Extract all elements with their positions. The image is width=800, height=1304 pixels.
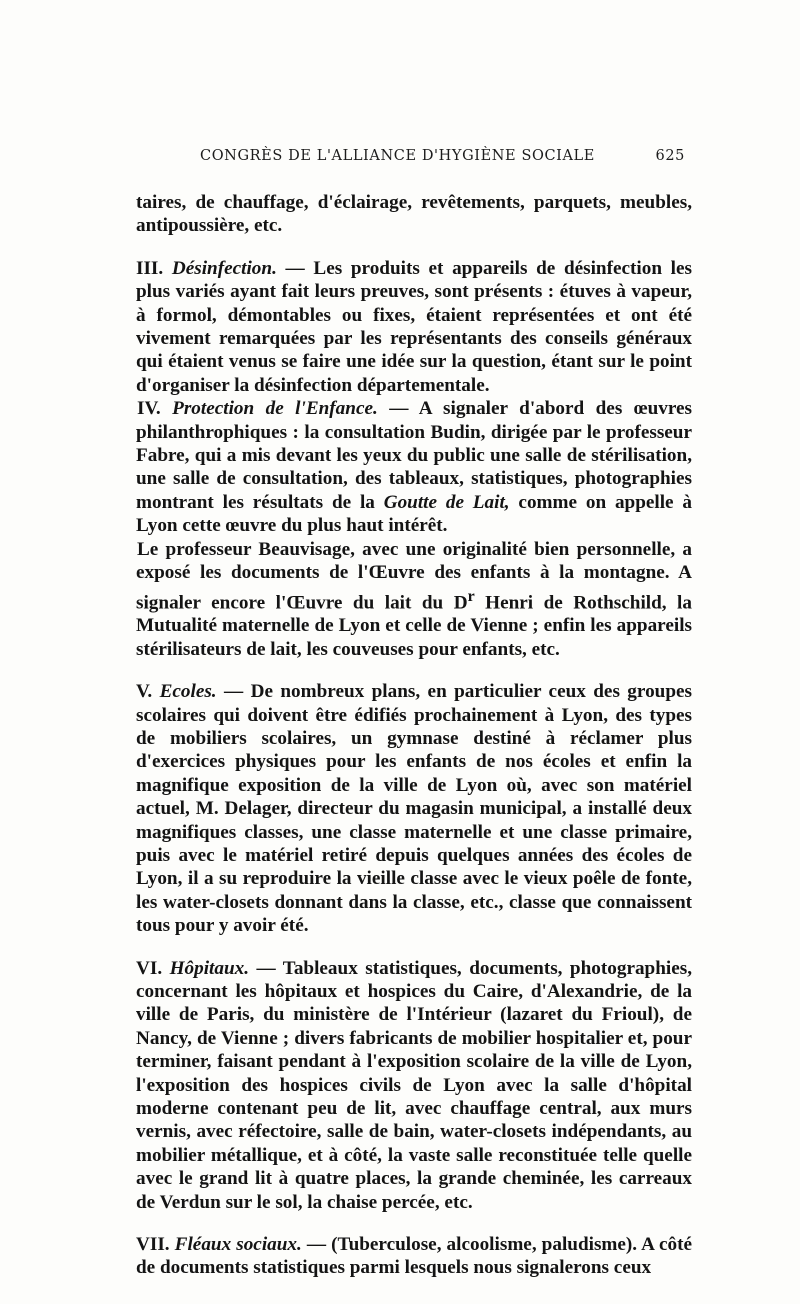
paragraph-body: — (Tuberculose, alcoolisme, paludisme). A côté de documents statistiques parmi lesquels nous signalerons ceux <box>136 1234 692 1279</box>
section-numeral: V. <box>136 681 160 703</box>
section-numeral: VI. <box>136 957 170 979</box>
paragraph-continuation <box>136 191 692 238</box>
page-number: 625 <box>655 148 685 164</box>
paragraph-ecoles <box>136 680 692 937</box>
paragraph-beauvisage <box>136 538 692 661</box>
paragraph-desinfection <box>136 257 692 397</box>
paragraph-body: taires, de chauffage, d'éclairage, revêtements, parquets, meubles, antipoussière, etc. <box>136 192 692 237</box>
section-numeral: VII. <box>136 1234 175 1256</box>
paragraph-body: — Tableaux statistiques, documents, photographies, concernant les hôpitaux et hospices du Caire, d'Alexandrie, de la ville de Paris, du ministère de l'Intérieur (lazaret du Frioul), de Nancy, de Vienne ; divers fabricants de mobilier hospitalier et, pour terminer, faisant pendant à l'exposition scolaire de la ville de Lyon, l'exposition des hospices civils de Lyon avec la salle d'hôpital moderne contenant peu de lit, avec chauffage central, aux murs vernis, avec réfectoire, salle de bain, water-closets indépendants, au mobilier métallique, et à côté, la vaste salle reconstituée telle quelle avec le grand lit à quatre places, la grande cheminée, les carreaux de Verdun sur le sol, la chaise percée, etc. <box>136 957 693 1213</box>
section-heading: Ecoles. <box>159 681 217 703</box>
section-heading: Fléaux sociaux. <box>174 1234 302 1256</box>
section-numeral: III. <box>136 257 172 279</box>
paragraph-fleaux-sociaux <box>136 1233 692 1280</box>
paragraph-body-end: comme on appelle à Lyon cette œuvre du plus haut intérêt. <box>136 491 692 537</box>
running-header <box>150 148 685 174</box>
paragraph-body-end: Henri de Rothschild, la Mutualité maternelle de Lyon et celle de Vienne ; enfin les appareils stérilisateurs de lait, les couveuses pour enfants, etc. <box>136 591 692 660</box>
running-title: CONGRÈS DE L'ALLIANCE D'HYGIÈNE SOCIALE <box>200 148 595 164</box>
paragraph-body: Le professeur Beauvisage, avec une originalité bien personnelle, a exposé les documents de l'Œuvre des enfants à la montagne. A signaler encore l'Œuvre du lait du D <box>136 538 692 613</box>
section-heading: Protection de l'Enfance. <box>172 398 378 420</box>
paragraph-body: — Les produits et appareils de désinfection les plus variés ayant fait leurs preuves, sont présents : étuves à vapeur, à formol, démontables ou fixes, étaient représentées et ont été vivement remarquées par les représentants des conseils généraux qui étaient venus se faire une idée sur la question, étant sur le point d'organiser la désinfection départementale. <box>136 257 692 396</box>
superscript: r <box>467 587 475 605</box>
body-text <box>136 191 692 1280</box>
section-heading: Hôpitaux. <box>169 957 250 979</box>
inline-italic-title: Goutte de Lait, <box>383 491 510 513</box>
paragraph-body: — A signaler d'abord des œuvres philanthrophiques : la consultation Budin, dirigée par le professeur Fabre, qui a mis devant les yeux du public une salle de stérilisation, une salle de consultation, des tableaux, statistiques, photographies montrant les résultats de la <box>136 398 693 513</box>
paragraph-hopitaux <box>136 957 692 1214</box>
section-heading: Désinfection. <box>171 257 277 279</box>
paragraph-body: — De nombreux plans, en particulier ceux des groupes scolaires qui doivent être édifiés prochainement à Lyon, des types de mobiliers scolaires, un gymnase destiné à réclamer plus d'exercices physiques pour les enfants de nos écoles et enfin la magnifique exposition de la ville de Lyon où, avec son matériel actuel, M. Delager, directeur du magasin municipal, a installé deux magnifiques classes, une classe maternelle et une classe primaire, puis avec le matériel retiré depuis quelques années des écoles de Lyon, il a su reproduire la vieille classe avec le vieux poêle de fonte, les water-closets donnant dans la classe, etc., classe que connaissent tous pour y avoir été. <box>136 681 692 937</box>
paragraph-protection-enfance <box>136 397 692 537</box>
section-numeral: IV. <box>137 398 173 420</box>
